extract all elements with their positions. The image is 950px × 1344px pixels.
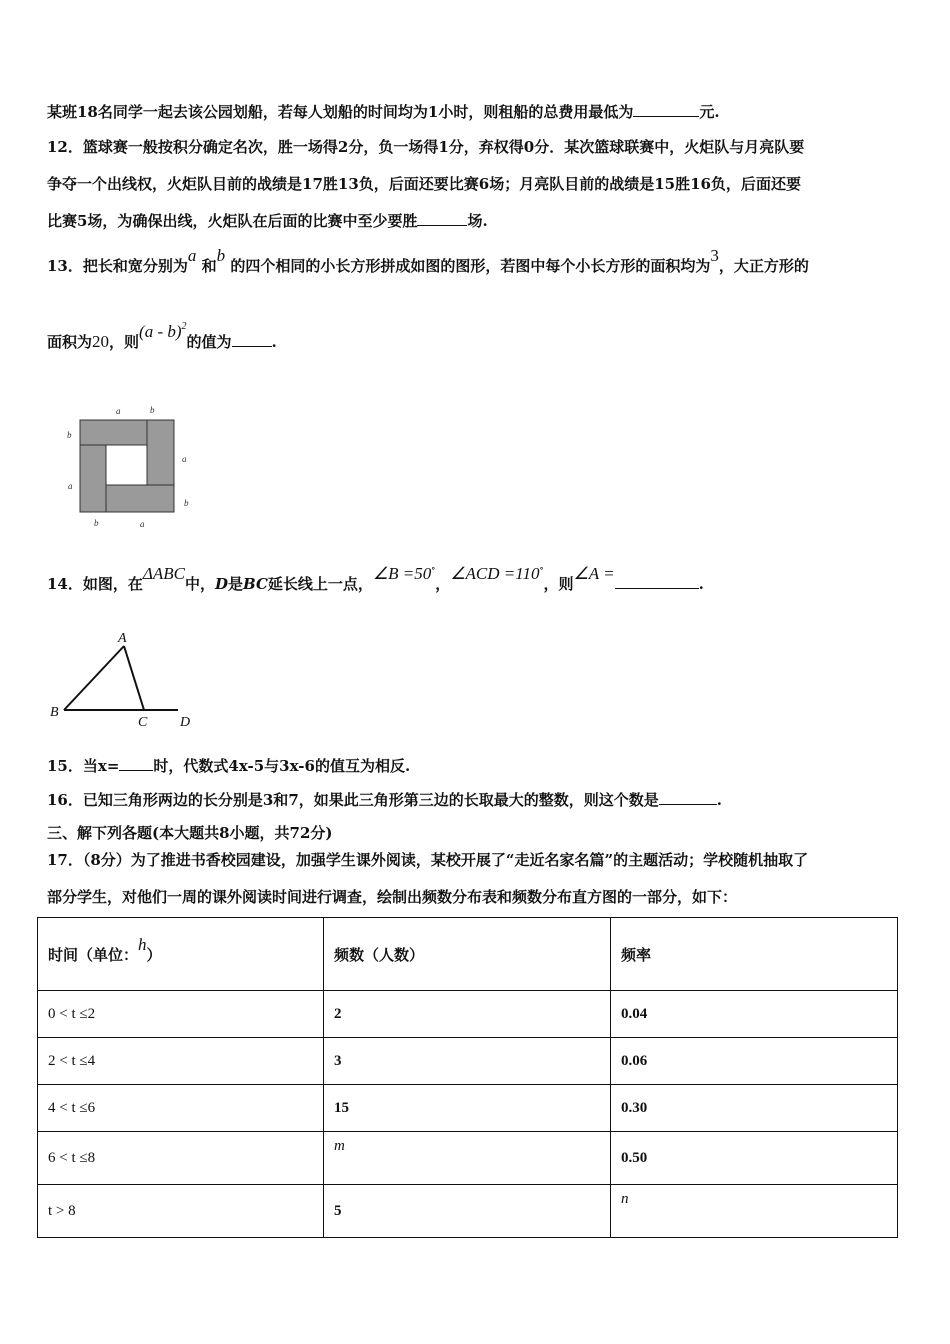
q12-line-3: [47, 211, 488, 231]
label-B: B: [50, 705, 59, 720]
q16-line: [47, 790, 722, 810]
answer-blank: [633, 102, 699, 117]
q13-text-4: ，大正方形的: [718, 257, 809, 275]
q11-text: 某班18名同学一起去该公园划船，若每人划船的时间均为1小时，则租船的总费用最低为: [47, 103, 634, 121]
q13-line-1: [47, 246, 809, 276]
label-a: a: [182, 454, 187, 464]
header-frequency: 频数（人数）: [324, 918, 611, 991]
q13-text-3: 的四个相同的小长方形拼成如图的图形，若图中每个小长方形的面积均为: [230, 257, 711, 275]
q14-text-3: 是: [228, 575, 244, 593]
table-row: [38, 1038, 898, 1085]
cell-range: 0 < t ≤2: [38, 991, 324, 1038]
label-a: a: [140, 519, 145, 529]
q13-text-5: 面积为: [47, 333, 93, 351]
label-A: A: [118, 631, 127, 646]
q15-suffix: 时，代数式4x-5与3x-6的值互为相反.: [153, 757, 411, 775]
label-b: b: [184, 498, 189, 508]
q12-line-2: 争夺一个出线权，火炬队目前的战绩是17胜13负，后面还要比赛6场；月亮队目前的战绩是15胜16负，后面还要: [47, 175, 801, 193]
var-b: b: [216, 246, 226, 265]
q12-line-1: 12．篮球赛一般按积分确定名次，胜一场得2分，负一场得1分，弃权得0分．某次篮球联赛中，火炬队与月亮队要: [47, 138, 805, 156]
cell-count: 2: [324, 991, 611, 1038]
side-ab: [64, 646, 124, 710]
triangle-figure: [44, 628, 204, 732]
point-d: D: [214, 575, 228, 593]
cell-count: 3: [324, 1038, 611, 1085]
cell-range: 2 < t ≤4: [38, 1038, 324, 1085]
table-row: [38, 1132, 898, 1185]
q11-tail: [47, 102, 720, 122]
side-ac: [124, 646, 144, 710]
label-D: D: [180, 715, 191, 730]
q11-suffix: 元.: [699, 103, 720, 121]
exponent-2: 2: [181, 321, 187, 332]
cell-range: t > 8: [38, 1185, 324, 1238]
cell-count: 15: [324, 1085, 611, 1132]
label-C: C: [138, 715, 148, 730]
q13-text-1: 13．把长和宽分别为: [47, 257, 188, 275]
frequency-table: [37, 917, 898, 1238]
cell-rate: 0.04: [611, 991, 898, 1038]
q12-suffix: 场.: [467, 212, 488, 230]
q14-line: 14．如图，在ΔABC中，D是BC延长线上一点，∠B =50°，∠ACD =110°，则∠A =.: [47, 564, 704, 593]
cell-rate: 0.06: [611, 1038, 898, 1085]
q14-suffix: .: [698, 575, 704, 593]
table-header-row: [38, 918, 898, 991]
table-row: [38, 1085, 898, 1132]
inner-square: [106, 445, 147, 485]
q13-line-2: [47, 321, 277, 355]
answer-blank: [417, 211, 467, 226]
answer-blank: [659, 790, 717, 805]
q16-suffix: .: [716, 791, 722, 809]
angle-b: ∠B =50: [372, 564, 432, 583]
header-time: 时间（单位：h）: [38, 918, 324, 991]
table-row: [38, 991, 898, 1038]
label-a: a: [116, 406, 121, 416]
square-figure: [60, 398, 200, 533]
segment-bc: BC: [243, 575, 268, 593]
q14-text-5: ，: [435, 575, 451, 593]
q15-line: [47, 756, 410, 776]
answer-blank: [232, 332, 272, 347]
cell-count: 5: [324, 1185, 611, 1238]
q14-text-4: 延长线上一点，: [267, 575, 373, 593]
q13-suffix: .: [271, 333, 277, 351]
cell-count: m: [324, 1132, 611, 1185]
cell-rate: n: [611, 1185, 898, 1238]
label-b: b: [67, 430, 72, 440]
q14-text-6: ，则: [543, 575, 574, 593]
q17-line-2: 部分学生，对他们一周的课外阅读时间进行调查，绘制出频数分布表和频数分布直方图的一部分，如下：: [47, 888, 738, 906]
label-b: b: [150, 405, 155, 415]
answer-blank: [119, 756, 153, 771]
q17-line-1: 17．（8分）为了推进书香校园建设，加强学生课外阅读，某校开展了“走近名家名篇”的主题活动；学校随机抽取了: [47, 851, 809, 869]
section-title: 三、解下列各题(本大题共8小题，共72分): [47, 824, 333, 842]
q15-text: 15．当x=: [47, 757, 120, 775]
angle-a: ∠A =: [573, 564, 615, 583]
unit-h: h: [138, 934, 147, 954]
cell-range: 6 < t ≤8: [38, 1132, 324, 1185]
cell-rate: 0.30: [611, 1085, 898, 1132]
q16-text: 16．已知三角形两边的长分别是3和7，如果此三角形第三边的长取最大的整数，则这个数是: [47, 791, 659, 809]
label-b: b: [94, 518, 99, 528]
angle-acd: ∠ACD =110: [450, 564, 540, 583]
answer-blank: [615, 574, 699, 589]
cell-rate: 0.50: [611, 1132, 898, 1185]
expression-a-minus-b: (a - b): [139, 322, 182, 341]
value-3: 3: [710, 246, 719, 265]
q14-text-1: 14．如图，在: [47, 575, 143, 593]
q13-text-2: 和: [201, 257, 217, 275]
table-row: [38, 1185, 898, 1238]
value-20: 20: [92, 332, 110, 351]
var-a: a: [187, 246, 197, 265]
label-a: a: [68, 481, 73, 491]
q14-text-2: 中，: [184, 575, 215, 593]
q13-text-6: ，则: [109, 333, 140, 351]
q12-text: 比赛5场，为确保出线，火炬队在后面的比赛中至少要胜: [47, 212, 418, 230]
triangle-abc: ΔABC: [142, 564, 185, 583]
q13-text-7: 的值为: [186, 333, 232, 351]
header-rate: 频率: [611, 918, 898, 991]
cell-range: 4 < t ≤6: [38, 1085, 324, 1132]
